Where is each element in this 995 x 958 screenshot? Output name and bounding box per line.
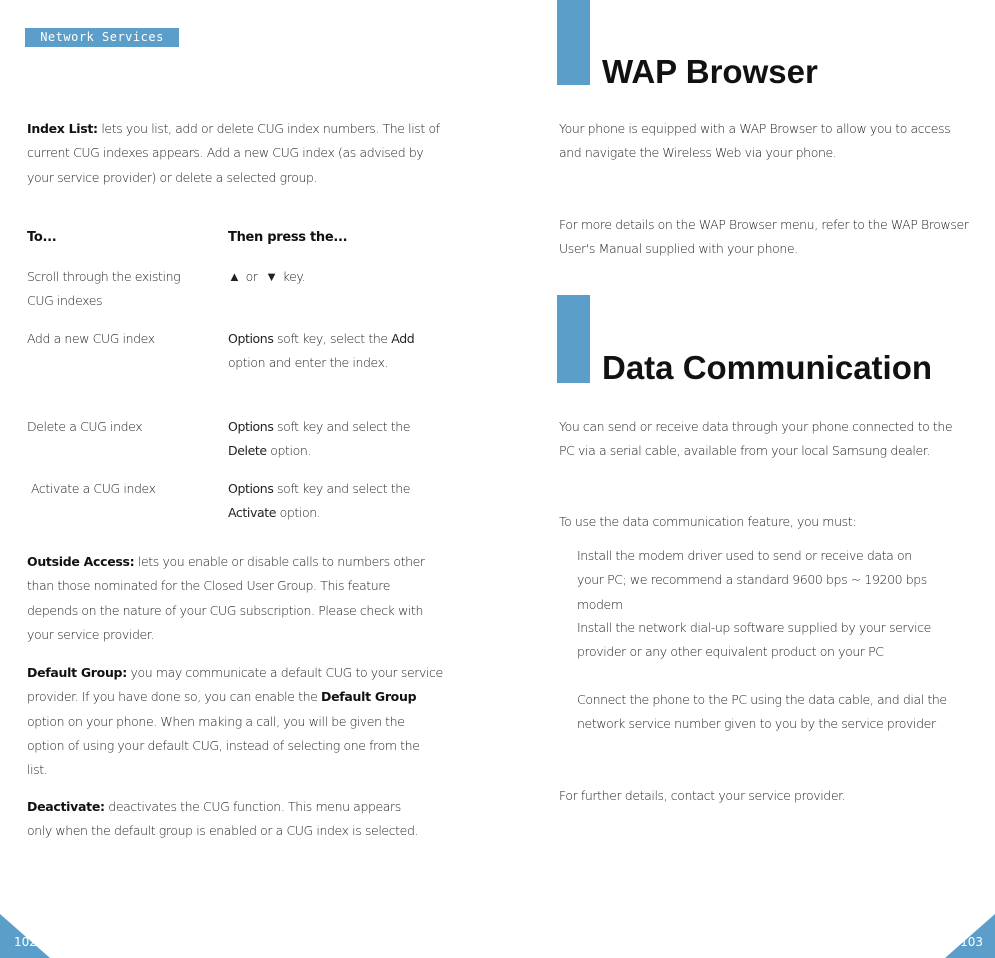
index-list-paragraph [27, 117, 447, 190]
activate-option-label: Activate [228, 505, 277, 521]
table-row-action: Delete a CUG index [27, 419, 143, 434]
page-number: 102 [14, 935, 37, 949]
deactivate-term: Deactivate: [27, 799, 105, 814]
instruction-text: soft key, select the [277, 331, 388, 346]
list-item: Install the modem driver used to send or receive data on your PC; we recommend a standard 9600 bps ~ 19200 bps modem [577, 548, 927, 612]
right-page [497, 0, 995, 958]
wap-paragraph-2: For more details on the WAP Browser menu, refer to the WAP Browser User's Manual supplied with your phone. [559, 217, 969, 257]
col1-header: To... [27, 230, 57, 245]
deactivate-text: deactivates the CUG function. This menu appears only when the default group is enabled or a CUG index is selected. [27, 799, 419, 839]
col2-header: Then press the... [228, 230, 348, 245]
options-key-label: Options [228, 419, 274, 434]
instruction-text: soft key and select the [277, 419, 411, 434]
page-number: 103 [960, 935, 983, 949]
outside-access-text: lets you enable or disable calls to numbers other than those nominated for the Closed User Group. This feature depends on the nature of your CUG subscription. Please check with your service provider. [27, 554, 425, 642]
list-item: Connect the phone to the PC using the data cable, and dial the network service number given to you by the service provider [577, 692, 947, 732]
data-comm-paragraph-1: You can send or receive data through your phone connected to the PC via a serial cable, available from your local Samsung dealer. [559, 419, 953, 459]
list-item: Install the network dial-up software supplied by your service provider or any other equivalent product on your PC [577, 620, 931, 660]
section-accent-bar [557, 0, 590, 85]
data-comm-paragraph-3: For further details, contact your service provider. [559, 788, 846, 803]
down-arrow-icon: ▼ [265, 270, 278, 285]
index-list-term: Index List: [27, 121, 98, 136]
delete-option-label: Delete [228, 443, 267, 459]
instruction-text: option. [279, 505, 321, 521]
up-arrow-icon: ▲ [228, 270, 241, 285]
instruction-text: soft key and select the [277, 481, 411, 496]
left-page [0, 0, 497, 958]
table-row-instruction [228, 477, 443, 526]
outside-access-term: Outside Access: [27, 554, 135, 569]
section-accent-bar [557, 295, 590, 383]
options-key-label: Options [228, 331, 274, 346]
or-text: or [245, 269, 258, 284]
table-row-action: Add a new CUG index [27, 331, 155, 346]
deactivate-paragraph [27, 795, 427, 844]
section-header-tab: Network Services [25, 28, 179, 47]
instruction-text: option and enter the index. [228, 355, 389, 371]
default-group-text2: option on your phone. When making a call, you will be given the option of using your default CUG, instead of selecting one from the list. [27, 713, 420, 778]
options-key-label: Options [228, 481, 274, 496]
wap-paragraph-1: Your phone is equipped with a WAP Browser to allow you to access and navigate the Wireless Web via your phone. [559, 121, 951, 161]
default-group-paragraph [27, 661, 443, 782]
table-row-action: Activate a CUG index [31, 481, 156, 496]
instruction-text: option. [270, 443, 311, 459]
table-row-instruction [228, 265, 443, 290]
wap-browser-title: WAP Browser [602, 53, 818, 90]
index-list-text: lets you list, add or delete CUG index numbers. The list of current CUG indexes appears. Add a new CUG index (as advised by your service provider) or delete a selected group. [27, 121, 440, 185]
default-group-option: Default Group [321, 689, 417, 705]
data-communication-title: Data Communication [602, 349, 933, 386]
table-row-action: Scroll through the existing CUG indexes [27, 269, 181, 309]
table-row-instruction [228, 327, 443, 376]
table-row-instruction [228, 415, 443, 464]
add-option-label: Add [391, 331, 415, 346]
data-comm-paragraph-2: To use the data communication feature, you must: [559, 514, 857, 529]
default-group-term: Default Group: [27, 665, 127, 680]
default-group-text: you may communicate a default CUG to your service provider. If you have done so, you can enable the [27, 665, 443, 705]
outside-access-paragraph [27, 550, 443, 647]
key-text: key. [282, 269, 306, 284]
